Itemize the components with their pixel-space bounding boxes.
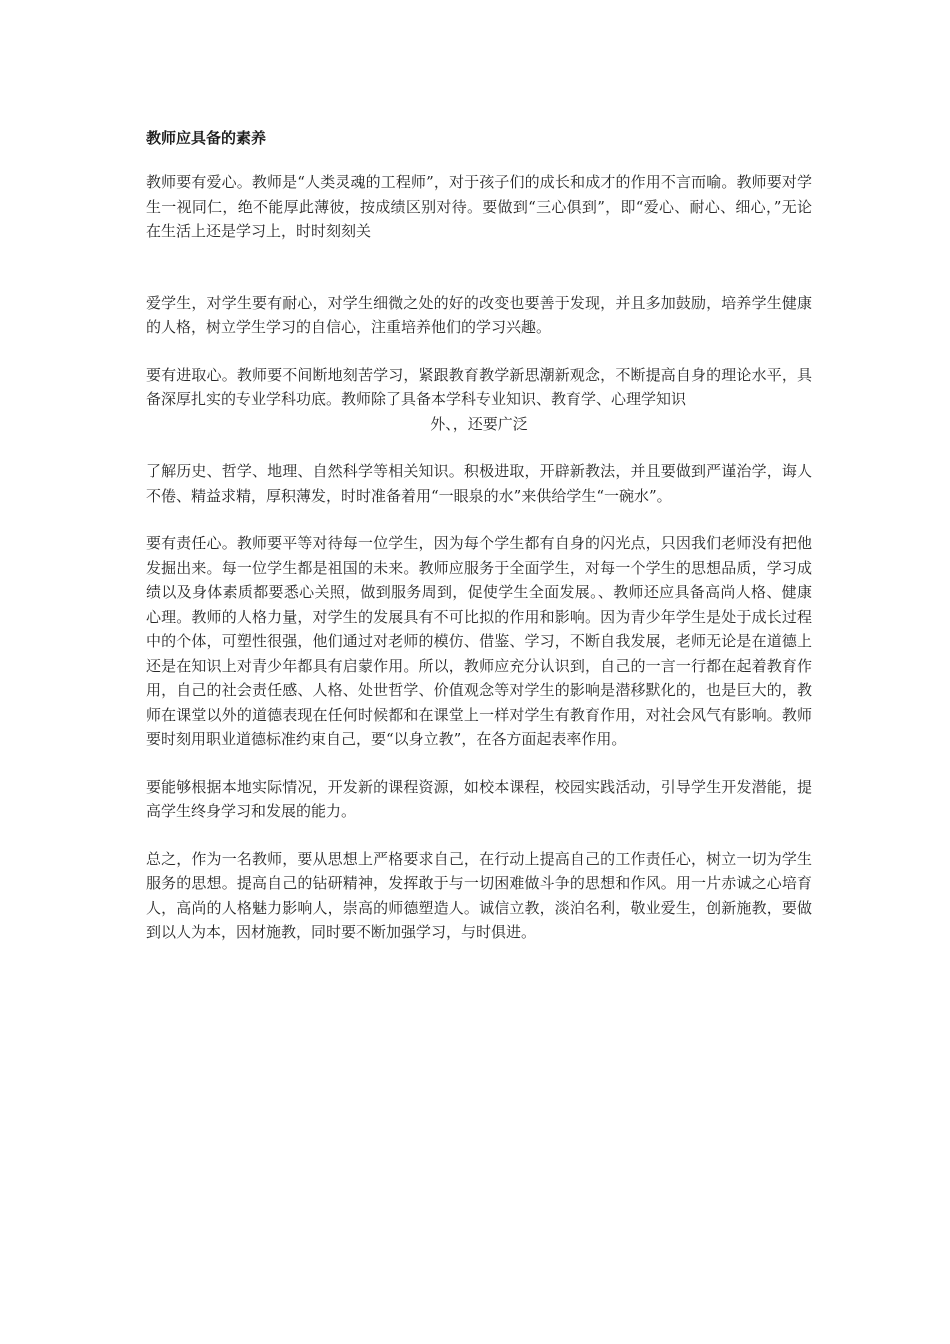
paragraph-love-continued: 爱学生，对学生要有耐心，对学生细微之处的好的改变也要善于发现，并且多加鼓励，培养学生健康的人格，树立学生学习的自信心，注重培养他们的学习兴趣。: [146, 293, 812, 336]
centered-line-text: 外、，还要广泛: [430, 414, 528, 433]
paragraph-progress: 要有进取心。教师要不间断地刻苦学习，紧跟教育教学新思潮新观念，不断提高自身的理论水平，具备深厚扎实的专业学科功底。教师除了具备本学科专业知识、教育学、心理学知识: [146, 365, 812, 408]
paragraph-love: 教师要有爱心。教师是“人类灵魂的工程师”，对于孩子们的成长和成才的作用不言而喻。教师要对学生一视同仁，绝不能厚此薄彼，按成绩区别对待。要做到“三心俱到”，即“爱心、耐心、细心，”无论在生活上还是学习上，时时刻刻关: [146, 173, 812, 240]
paragraph-progress-centered-line: [146, 412, 812, 437]
paragraph-gap: [146, 267, 812, 291]
paragraph-curriculum: 要能够根据本地实际情况，开发新的课程资源，如校本课程，校园实践活动，引导学生开发潜能，提高学生终身学习和发展的能力。: [146, 777, 812, 820]
document-title: 教师应具备的素养: [146, 129, 267, 147]
document-page: [146, 118, 812, 968]
paragraph-progress-continued: 了解历史、哲学、地理、自然科学等相关知识。积极进取，开辟新教法，并且要做到严谨治学，诲人不倦、精益求精，厚积薄发，时时准备着用“一眼泉的水”来供给学生“一碗水”。: [146, 462, 812, 505]
paragraph-summary: 总之，作为一名教师，要从思想上严格要求自己，在行动上提高自己的工作责任心，树立一切为学生服务的思想。提高自己的钻研精神，发挥敢于与一切困难做斗争的思想和作风。用一片赤诚之心培育人，高尚的人格魅力影响人，崇高的师德塑造人。诚信立教，淡泊名利，敬业爱生，创新施教，要做到以人为本，因材施教，同时要不断加强学习，与时俱进。: [146, 849, 812, 941]
paragraph-responsibility: 要有责任心。教师要平等对待每一位学生，因为每个学生都有自身的闪光点，只因我们老师没有把他发掘出来。每一位学生都是祖国的未来。教师应服务于全面学生，对每一个学生的思想品质，学习成绩以及身体素质都要悉心关照，做到服务周到，促使学生全面发展。、教师还应具备高尚人格、健康心理。教师的人格力量，对学生的发展具有不可比拟的作用和影响。因为青少年学生是处于成长过程中的个体，可塑性很强，他们通过对老师的模仿、借鉴、学习，不断自我发展，老师无论是在道德上还是在知识上对青少年都具有启蒙作用。所以，教师应充分认识到，自己的一言一行都在起着教育作用，自己的社会责任感、人格、处世哲学、价值观念等对学生的影响是潜移默化的，也是巨大的，教师在课堂以外的道德表现在任何时候都和在课堂上一样对学生有教育作用，对社会风气有影响。教师要时刻用职业道德标准约束自己，要“以身立教”，在各方面起表率作用。: [146, 534, 812, 748]
